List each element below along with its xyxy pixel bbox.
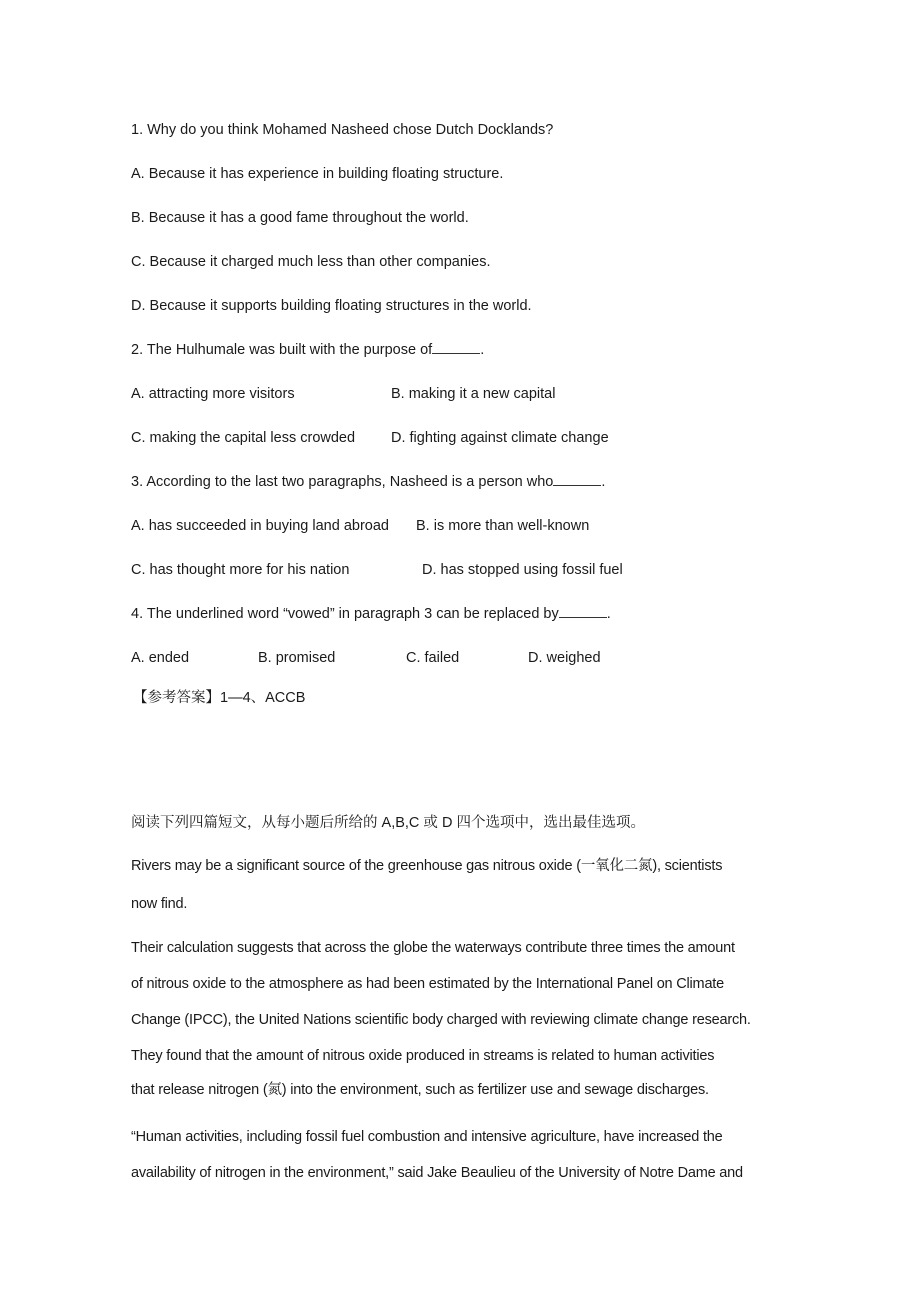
question-1-option-c: C. Because it charged much less than other companies. xyxy=(131,254,491,270)
question-4-stem-end: . xyxy=(606,606,611,622)
answer-key: 【参考答案】1—4、ACCB xyxy=(133,690,306,706)
question-2-stem xyxy=(131,341,484,359)
question-4-option-d: D. weighed xyxy=(528,650,601,666)
passage-line: “Human activities, including fossil fuel combustion and intensive agriculture, have increased the xyxy=(131,1129,723,1145)
question-3-option-c: C. has thought more for his nation xyxy=(131,562,350,578)
question-3-stem xyxy=(131,473,605,491)
question-2-option-c: C. making the capital less crowded xyxy=(131,430,356,446)
answer-blank xyxy=(432,341,480,354)
question-4-option-a: A. ended xyxy=(131,650,190,666)
answer-blank xyxy=(559,605,607,618)
section-2-instruction: 阅读下列四篇短文，从每小题后所给的 A,B,C 或 D 四个选项中，选出最佳选项。 xyxy=(131,815,645,831)
question-2-options-row-1 xyxy=(131,385,556,403)
question-3-stem-text: 3. According to the last two paragraphs, Nasheed is a person who xyxy=(131,474,554,490)
passage-line: of nitrous oxide to the atmosphere as had been estimated by the International Panel on Climate xyxy=(131,976,724,992)
question-1-option-a: A. Because it has experience in building floating structure. xyxy=(131,166,504,182)
question-1-stem: 1. Why do you think Mohamed Nasheed chose Dutch Docklands? xyxy=(131,122,554,138)
question-4-option-b: B. promised xyxy=(258,650,336,666)
question-2-option-b: B. making it a new capital xyxy=(391,386,556,402)
question-3-stem-end: . xyxy=(601,474,606,490)
question-4-stem-text: 4. The underlined word “vowed” in paragraph 3 can be replaced by xyxy=(131,606,559,622)
passage-line: Rivers may be a significant source of the greenhouse gas nitrous oxide (一氧化二氮), scientists xyxy=(131,858,723,874)
passage-line: that release nitrogen (氮) into the environment, such as fertilizer use and sewage discharges. xyxy=(131,1082,709,1098)
passage-line: Change (IPCC), the United Nations scientific body charged with reviewing climate change research. xyxy=(131,1012,751,1028)
question-4-stem xyxy=(131,605,611,623)
question-1-option-d: D. Because it supports building floating structures in the world. xyxy=(131,298,532,314)
question-4-option-c: C. failed xyxy=(406,650,460,666)
question-2-options-row-2 xyxy=(131,429,609,447)
question-3-option-d: D. has stopped using fossil fuel xyxy=(422,562,623,578)
question-2-option-a: A. attracting more visitors xyxy=(131,386,295,402)
answer-blank xyxy=(553,473,601,486)
question-3-options-row-1 xyxy=(131,517,590,535)
passage-line: availability of nitrogen in the environment,” said Jake Beaulieu of the University of Notre Dame and xyxy=(131,1165,743,1181)
question-2-stem-end: . xyxy=(480,342,485,358)
question-2-option-d: D. fighting against climate change xyxy=(391,430,609,446)
question-3-options-row-2 xyxy=(131,561,623,579)
question-2-stem-text: 2. The Hulhumale was built with the purpose of xyxy=(131,342,433,358)
question-3-option-b: B. is more than well-known xyxy=(416,518,590,534)
passage-line: Their calculation suggests that across the globe the waterways contribute three times the amount xyxy=(131,940,735,956)
passage-line: They found that the amount of nitrous oxide produced in streams is related to human activities xyxy=(131,1048,715,1064)
question-4-options-row xyxy=(131,649,601,667)
question-1-option-b: B. Because it has a good fame throughout the world. xyxy=(131,210,469,226)
question-3-option-a: A. has succeeded in buying land abroad xyxy=(131,518,389,534)
passage-line: now find. xyxy=(131,896,188,912)
